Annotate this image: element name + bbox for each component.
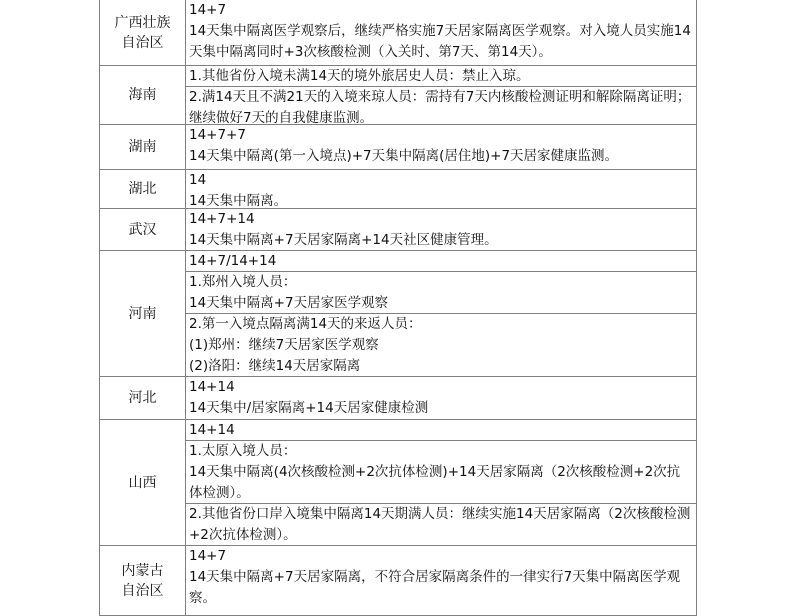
policy-line: (1)郑州：继续7天居家医学观察: [189, 337, 379, 353]
region-name-text: 广西壮族 自治区: [114, 14, 171, 51]
policy-line: 14+7+7: [189, 127, 246, 143]
policy-line: 1.郑州入境人员：: [189, 274, 297, 290]
policy-cell: [186, 314, 696, 377]
policy-line: 14+7/14+14: [189, 253, 277, 269]
policy-cell-group: [186, 66, 696, 124]
table-row: [99, 0, 697, 66]
policy-line: 14天集中隔离医学观察后，继续严格实施7天居家隔离医学观察。对入境人员实施14天集中隔离同时+3次核酸检测（入关时、第7天、第14天）。: [189, 23, 691, 60]
region-name-text: 内蒙古 自治区: [121, 562, 164, 599]
policy-line: 14+7: [189, 548, 227, 564]
region-name-text: 山西: [128, 474, 157, 491]
policy-line: 1.其他省份入境未满14天的境外旅居史人员：禁止入琼。: [189, 68, 530, 84]
policy-cell: [186, 87, 696, 125]
policy-cell: [186, 546, 696, 615]
policy-line: 14天集中隔离+7天居家隔离，不符合居家隔离条件的一律实行7天集中隔离医学观察。: [189, 569, 681, 606]
policy-cell: [186, 0, 696, 65]
policy-cell-group: [186, 209, 696, 250]
table-row: [99, 546, 697, 616]
policy-cell-group: [186, 377, 696, 419]
table-row: [99, 420, 697, 546]
region-name: [100, 209, 186, 250]
policy-line: 14: [189, 172, 207, 188]
table-row: [99, 170, 697, 209]
policy-line: 14天集中/居家隔离+14天居家健康检测: [189, 400, 429, 416]
region-name-text: 湖北: [128, 181, 157, 197]
policy-line: 14天集中隔离(4次核酸检测+2次抗体检测)+14天居家隔离（2次核酸检测+2次抗体检测）。: [189, 464, 681, 501]
region-name: [100, 66, 186, 124]
policy-line: 14+14: [189, 379, 235, 395]
table-row: [99, 66, 697, 125]
policy-cell-group: [186, 170, 696, 208]
policy-cell: [186, 170, 696, 208]
policy-line: 1.太原入境人员：: [189, 443, 297, 459]
region-name-text: 海南: [128, 87, 157, 103]
policy-cell-group: [186, 546, 696, 615]
policy-cell: [186, 125, 696, 169]
policy-line: 14天集中隔离。: [189, 193, 288, 209]
policy-line: (2)洛阳：继续14天居家隔离: [189, 358, 361, 374]
policy-line: 14天集中隔离+7天居家医学观察: [189, 295, 389, 311]
policy-line: 2.其他省份口岸入境集中隔离14天期满人员：继续实施14天居家隔离（2次核酸检测+2次抗体检测）。: [189, 506, 691, 543]
region-name: [100, 546, 186, 615]
policy-line: 14+14: [189, 422, 235, 438]
policy-cell-group: [186, 251, 696, 376]
policy-line: 14+7+14: [189, 211, 255, 227]
region-name: [100, 0, 186, 65]
table-row: [99, 209, 697, 251]
policy-cell-group: [186, 0, 696, 65]
policy-line: 2.第一入境点隔离满14天的来返人员：: [189, 316, 422, 332]
region-name-text: 武汉: [128, 221, 157, 238]
region-name: [100, 420, 186, 545]
policy-line: 14天集中隔离(第一入境点)+7天集中隔离(居住地)+7天居家健康监测。: [189, 148, 619, 164]
policy-cell: [186, 420, 696, 441]
policy-cell-group: [186, 420, 696, 545]
policy-line: 2.满14天且不满21天的入境来琼人员：需持有7天内核酸检测证明和解除隔离证明；继续做好7天的自我健康监测。: [189, 89, 691, 126]
policy-cell: [186, 441, 696, 504]
policy-cell: [186, 377, 696, 419]
region-name: [100, 251, 186, 376]
quarantine-policy-table: [99, 0, 697, 616]
table-row: [99, 125, 697, 170]
policy-cell: [186, 272, 696, 314]
region-name-text: 河南: [128, 305, 157, 322]
policy-line: 14天集中隔离+7天居家隔离+14天社区健康管理。: [189, 232, 498, 248]
region-name: [100, 125, 186, 169]
region-name-text: 湖南: [128, 139, 157, 155]
policy-cell-group: [186, 125, 696, 169]
region-name-text: 河北: [128, 390, 157, 406]
region-name: [100, 377, 186, 419]
region-name: [100, 170, 186, 208]
policy-line: 14+7: [189, 2, 227, 18]
policy-cell: [186, 504, 696, 546]
policy-cell: [186, 209, 696, 250]
table-row: [99, 377, 697, 420]
policy-cell: [186, 251, 696, 272]
table-row: [99, 251, 697, 377]
policy-cell: [186, 66, 696, 87]
